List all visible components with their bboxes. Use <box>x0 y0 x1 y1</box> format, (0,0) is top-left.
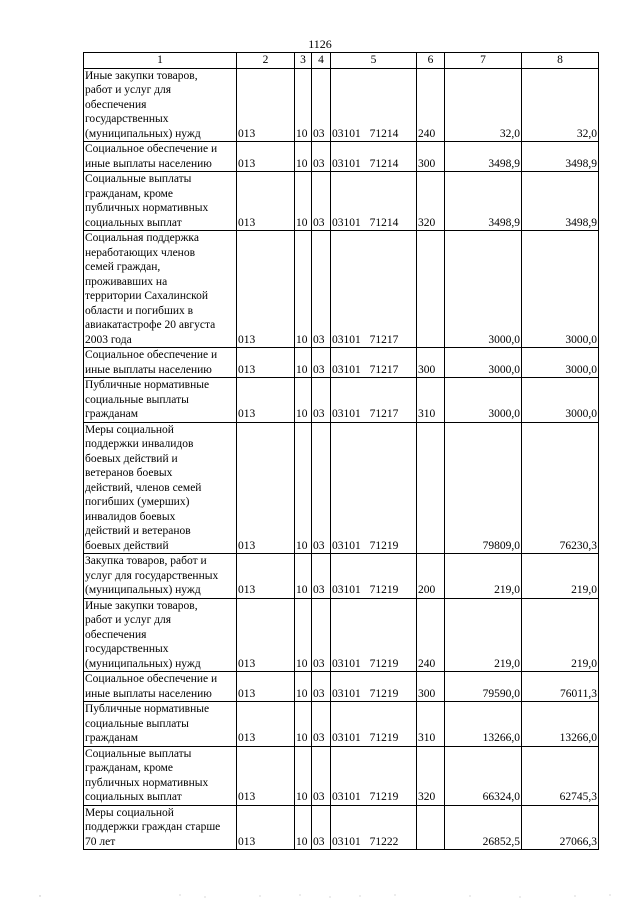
cell-grbs: 013 <box>237 598 295 672</box>
table-row <box>84 672 599 702</box>
cell-section: 10 <box>295 422 312 554</box>
cell-name: Публичные нормативные социальные выплаты гражданам <box>84 702 237 747</box>
table-row <box>84 231 599 348</box>
column-header: 6 <box>417 53 445 69</box>
cell-section: 10 <box>295 142 312 172</box>
cell-name: Иные закупки товаров, работ и услуг для обеспечения государственных (муниципальных) нужд <box>84 68 237 142</box>
cell-amount-col8: 3498,9 <box>522 142 599 172</box>
cell-expense-type <box>417 805 445 850</box>
cell-expense-type: 310 <box>417 702 445 747</box>
cell-grbs: 013 <box>237 378 295 423</box>
cell-amount-col7: 3000,0 <box>445 348 522 378</box>
cell-amount-col7: 26852,5 <box>445 805 522 850</box>
cell-amount-col8: 3000,0 <box>522 348 599 378</box>
cell-subsection: 03 <box>312 554 331 599</box>
column-header: 8 <box>522 53 599 69</box>
column-header: 2 <box>237 53 295 69</box>
cell-subsection: 03 <box>312 378 331 423</box>
table-row <box>84 172 599 231</box>
cell-amount-col7: 219,0 <box>445 598 522 672</box>
cell-expense-type <box>417 231 445 348</box>
cell-expense-type: 240 <box>417 598 445 672</box>
cell-subsection: 03 <box>312 805 331 850</box>
cell-subsection: 03 <box>312 231 331 348</box>
page-number: 1126 <box>308 37 332 51</box>
cell-name: Социальное обеспечение и иные выплаты населению <box>84 348 237 378</box>
cell-expense-type: 300 <box>417 672 445 702</box>
cell-name: Социальное обеспечение и иные выплаты населению <box>84 142 237 172</box>
cell-subsection: 03 <box>312 142 331 172</box>
table-row <box>84 554 599 599</box>
cell-name: Публичные нормативные социальные выплаты гражданам <box>84 378 237 423</box>
cell-grbs: 013 <box>237 805 295 850</box>
cell-target-article: 03101 71219 <box>331 422 417 554</box>
cell-grbs: 013 <box>237 142 295 172</box>
cell-name: Социальные выплаты гражданам, кроме публичных нормативных социальных выплат <box>84 172 237 231</box>
cell-name: Закупка товаров, работ и услуг для государственных (муниципальных) нужд <box>84 554 237 599</box>
cell-subsection: 03 <box>312 348 331 378</box>
cell-subsection: 03 <box>312 172 331 231</box>
table-row <box>84 746 599 805</box>
cell-amount-col8: 3000,0 <box>522 378 599 423</box>
table-row <box>84 68 599 142</box>
cell-name: Иные закупки товаров, работ и услуг для обеспечения государственных (муниципальных) нужд <box>84 598 237 672</box>
cell-grbs: 013 <box>237 702 295 747</box>
cell-amount-col8: 32,0 <box>522 68 599 142</box>
cell-grbs: 013 <box>237 231 295 348</box>
cell-amount-col8: 219,0 <box>522 554 599 599</box>
cell-amount-col7: 3498,9 <box>445 172 522 231</box>
cell-section: 10 <box>295 231 312 348</box>
cell-target-article: 03101 71214 <box>331 68 417 142</box>
cell-subsection: 03 <box>312 598 331 672</box>
column-header: 1 <box>84 53 237 69</box>
cell-grbs: 013 <box>237 172 295 231</box>
cell-section: 10 <box>295 348 312 378</box>
budget-table <box>83 52 599 850</box>
table-row <box>84 805 599 850</box>
table-row <box>84 422 599 554</box>
scan-noise <box>0 893 640 899</box>
table-row <box>84 142 599 172</box>
header-row <box>84 53 599 69</box>
cell-expense-type: 200 <box>417 554 445 599</box>
cell-amount-col8: 76230,3 <box>522 422 599 554</box>
cell-subsection: 03 <box>312 746 331 805</box>
cell-amount-col7: 3498,9 <box>445 142 522 172</box>
cell-target-article: 03101 71217 <box>331 231 417 348</box>
table-row <box>84 348 599 378</box>
cell-expense-type: 240 <box>417 68 445 142</box>
cell-section: 10 <box>295 554 312 599</box>
cell-target-article: 03101 71219 <box>331 672 417 702</box>
cell-name: Меры социальной поддержки граждан старше 70 лет <box>84 805 237 850</box>
cell-name: Меры социальной поддержки инвалидов боевых действий и ветеранов боевых действий, членов семей погибших (умерших) инвалидов боевых действий и ветеранов боевых действий <box>84 422 237 554</box>
table-body <box>84 68 599 850</box>
cell-grbs: 013 <box>237 746 295 805</box>
cell-expense-type <box>417 422 445 554</box>
cell-target-article: 03101 71217 <box>331 348 417 378</box>
cell-section: 10 <box>295 378 312 423</box>
column-header: 5 <box>331 53 417 69</box>
cell-target-article: 03101 71219 <box>331 554 417 599</box>
cell-target-article: 03101 71219 <box>331 746 417 805</box>
cell-section: 10 <box>295 805 312 850</box>
cell-grbs: 013 <box>237 554 295 599</box>
cell-grbs: 013 <box>237 348 295 378</box>
cell-amount-col8: 13266,0 <box>522 702 599 747</box>
cell-amount-col8: 27066,3 <box>522 805 599 850</box>
cell-expense-type: 320 <box>417 172 445 231</box>
cell-subsection: 03 <box>312 422 331 554</box>
cell-grbs: 013 <box>237 68 295 142</box>
cell-amount-col7: 13266,0 <box>445 702 522 747</box>
cell-section: 10 <box>295 672 312 702</box>
table-row <box>84 378 599 423</box>
cell-expense-type: 300 <box>417 348 445 378</box>
cell-target-article: 03101 71219 <box>331 702 417 747</box>
cell-name: Социальная поддержка неработающих членов семей граждан, проживавших на территории Сахалинской области и погибших в авиакатастрофе 20 августа 2003 года <box>84 231 237 348</box>
cell-amount-col8: 3000,0 <box>522 231 599 348</box>
cell-amount-col8: 219,0 <box>522 598 599 672</box>
table-row <box>84 702 599 747</box>
cell-amount-col8: 76011,3 <box>522 672 599 702</box>
cell-grbs: 013 <box>237 422 295 554</box>
table-row <box>84 598 599 672</box>
cell-subsection: 03 <box>312 672 331 702</box>
column-header: 4 <box>312 53 331 69</box>
cell-amount-col7: 3000,0 <box>445 231 522 348</box>
cell-section: 10 <box>295 68 312 142</box>
cell-section: 10 <box>295 598 312 672</box>
column-header: 3 <box>295 53 312 69</box>
cell-name: Социальные выплаты гражданам, кроме публичных нормативных социальных выплат <box>84 746 237 805</box>
cell-grbs: 013 <box>237 672 295 702</box>
cell-amount-col7: 32,0 <box>445 68 522 142</box>
cell-section: 10 <box>295 746 312 805</box>
cell-section: 10 <box>295 702 312 747</box>
cell-section: 10 <box>295 172 312 231</box>
cell-amount-col7: 79809,0 <box>445 422 522 554</box>
cell-amount-col8: 62745,3 <box>522 746 599 805</box>
cell-name: Социальное обеспечение и иные выплаты населению <box>84 672 237 702</box>
cell-amount-col7: 219,0 <box>445 554 522 599</box>
cell-target-article: 03101 71222 <box>331 805 417 850</box>
cell-target-article: 03101 71217 <box>331 378 417 423</box>
column-header: 7 <box>445 53 522 69</box>
cell-target-article: 03101 71219 <box>331 598 417 672</box>
cell-expense-type: 320 <box>417 746 445 805</box>
cell-amount-col7: 66324,0 <box>445 746 522 805</box>
cell-subsection: 03 <box>312 68 331 142</box>
cell-expense-type: 300 <box>417 142 445 172</box>
cell-amount-col8: 3498,9 <box>522 172 599 231</box>
cell-target-article: 03101 71214 <box>331 172 417 231</box>
cell-amount-col7: 79590,0 <box>445 672 522 702</box>
cell-expense-type: 310 <box>417 378 445 423</box>
cell-target-article: 03101 71214 <box>331 142 417 172</box>
cell-subsection: 03 <box>312 702 331 747</box>
cell-amount-col7: 3000,0 <box>445 378 522 423</box>
